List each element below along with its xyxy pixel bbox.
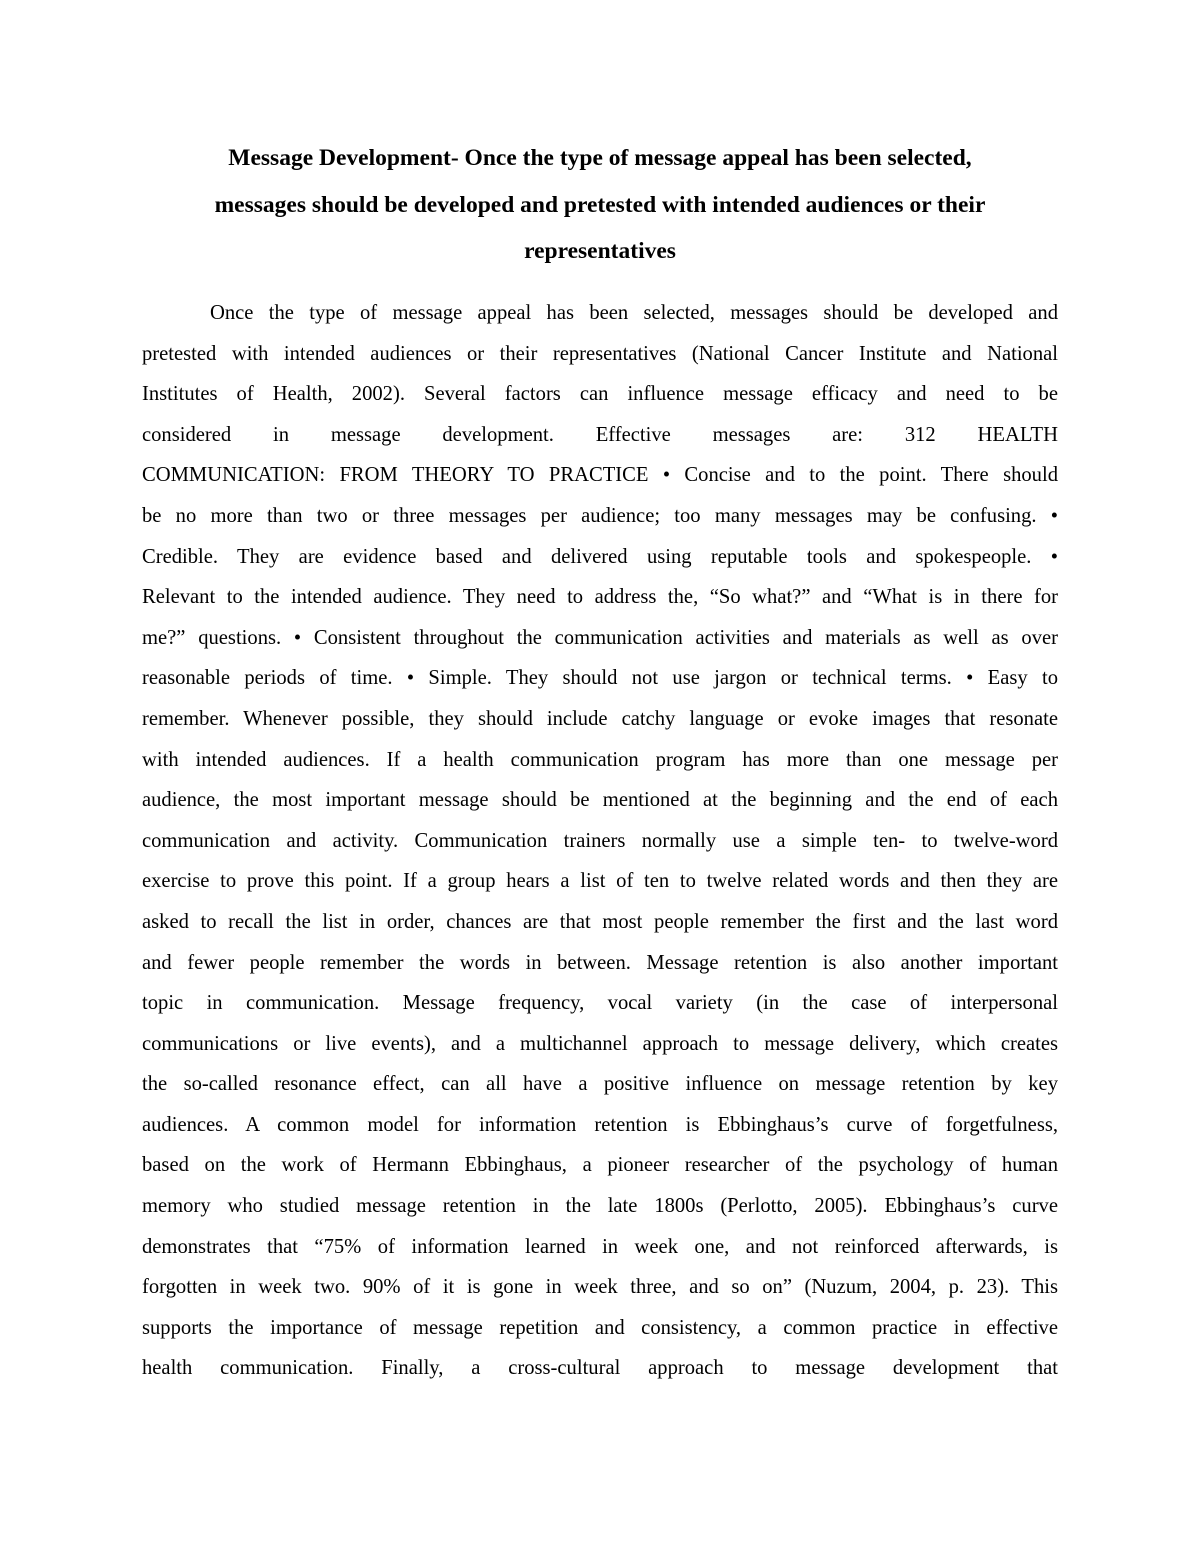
paragraph-line: and fewer people remember the words in between. Message retention is also another important — [142, 951, 1058, 974]
paragraph-line: based on the work of Hermann Ebbinghaus, a pioneer researcher of the psychology of human — [142, 1154, 1058, 1177]
title-line: representatives — [524, 238, 676, 264]
paragraph-line: remember. Whenever possible, they should include catchy language or evoke images that resonate — [142, 707, 1058, 730]
paragraph-line: communications or live events), and a multichannel approach to message delivery, which creates — [142, 1032, 1058, 1055]
paragraph-line: communication and activity. Communication trainers normally use a simple ten- to twelve-word — [142, 829, 1058, 852]
paragraph-line: health communication. Finally, a cross-cultural approach to message development that — [142, 1357, 1058, 1380]
paragraph-line: pretested with intended audiences or their representatives (National Cancer Institute and National — [142, 342, 1058, 365]
paragraph-line: be no more than two or three messages per audience; too many messages may be confusing. • — [142, 504, 1058, 527]
title-line: Message Development- Once the type of message appeal has been selected, — [228, 145, 972, 171]
paragraph-line: reasonable periods of time. • Simple. They should not use jargon or technical terms. • Easy to — [142, 667, 1058, 690]
paragraph-line: Institutes of Health, 2002). Several factors can influence message efficacy and need to be — [142, 383, 1058, 406]
paragraph-line: supports the importance of message repetition and consistency, a common practice in effective — [142, 1316, 1058, 1339]
paragraph-line: demonstrates that “75% of information learned in week one, and not reinforced afterwards, is — [142, 1235, 1058, 1258]
paragraph-line: exercise to prove this point. If a group hears a list of ten to twelve related words and then they are — [142, 870, 1058, 893]
paragraph-line: memory who studied message retention in the late 1800s (Perlotto, 2005). Ebbinghaus’s curve — [142, 1195, 1058, 1218]
document-title — [140, 135, 1060, 275]
paragraph-line: asked to recall the list in order, chances are that most people remember the first and the last word — [142, 910, 1058, 933]
paragraph-line: topic in communication. Message frequency, vocal variety (in the case of interpersonal — [142, 992, 1058, 1015]
body-paragraph — [142, 293, 1058, 1389]
paragraph-line: Relevant to the intended audience. They need to address the, “So what?” and “What is in there for — [142, 586, 1058, 609]
paragraph-line: audiences. A common model for information retention is Ebbinghaus’s curve of forgetfulness, — [142, 1113, 1058, 1136]
paragraph-line: with intended audiences. If a health communication program has more than one message per — [142, 748, 1058, 771]
paragraph-line: me?” questions. • Consistent throughout the communication activities and materials as well as over — [142, 626, 1058, 649]
paragraph-line: forgotten in week two. 90% of it is gone in week three, and so on” (Nuzum, 2004, p. 23). This — [142, 1276, 1058, 1299]
paragraph-line: considered in message development. Effective messages are: 312 HEALTH — [142, 423, 1058, 446]
paragraph-line: audience, the most important message should be mentioned at the beginning and the end of each — [142, 789, 1058, 812]
title-line: messages should be developed and pretested with intended audiences or their — [214, 191, 986, 218]
paragraph-line: COMMUNICATION: FROM THEORY TO PRACTICE • Concise and to the point. There should — [142, 464, 1058, 487]
paragraph-line: Credible. They are evidence based and delivered using reputable tools and spokespeople. • — [142, 545, 1058, 568]
paragraph-line: the so-called resonance effect, can all have a positive influence on message retention by key — [142, 1073, 1058, 1096]
paragraph-line: Once the type of message appeal has been selected, messages should be developed and — [210, 302, 1058, 324]
